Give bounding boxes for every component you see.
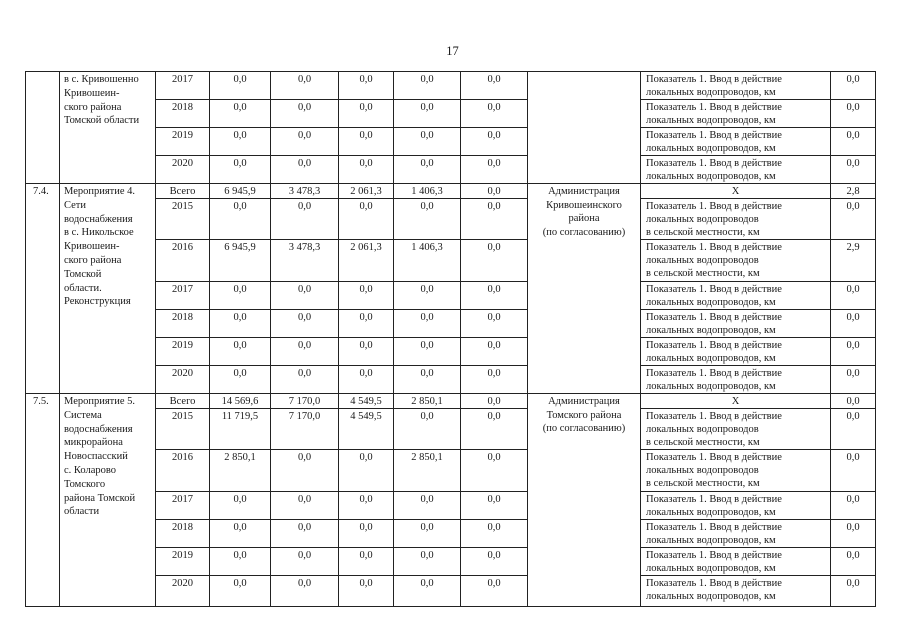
year-cell: 2017 (156, 282, 210, 310)
amount-cell: 0,0 (210, 338, 271, 366)
indicator-cell: Х (641, 394, 831, 409)
amount-cell: 0,0 (271, 366, 339, 394)
indicator-cell: Показатель 1. Ввод в действие локальных водопроводов, км (641, 492, 831, 520)
amount-cell: 0,0 (339, 128, 394, 156)
amount-cell: 0,0 (461, 450, 528, 492)
amount-cell: 0,0 (394, 156, 461, 184)
amount-cell: 0,0 (394, 366, 461, 394)
amount-cell: 0,0 (394, 128, 461, 156)
indicator-value-cell: 0,0 (831, 520, 876, 548)
amount-cell: 0,0 (271, 576, 339, 607)
indicator-cell: Показатель 1. Ввод в действие локальных водопроводов в сельской местности, км (641, 409, 831, 450)
year-cell: 2018 (156, 520, 210, 548)
indicator-cell: Показатель 1. Ввод в действие локальных водопроводов, км (641, 548, 831, 576)
amount-cell: 0,0 (210, 366, 271, 394)
indicator-value-cell: 0,0 (831, 310, 876, 338)
amount-cell: 0,0 (394, 338, 461, 366)
year-cell: 2019 (156, 338, 210, 366)
amount-cell: 0,0 (394, 282, 461, 310)
amount-cell: 0,0 (271, 128, 339, 156)
amount-cell: 0,0 (271, 156, 339, 184)
amount-cell: 0,0 (461, 72, 528, 100)
year-cell: 2018 (156, 100, 210, 128)
indicator-cell: Показатель 1. Ввод в действие локальных водопроводов в сельской местности, км (641, 450, 831, 492)
amount-cell: 0,0 (461, 128, 528, 156)
year-cell: Всего (156, 184, 210, 199)
indicator-value-cell: 0,0 (831, 338, 876, 366)
year-cell: 2016 (156, 240, 210, 282)
amount-cell: 0,0 (339, 282, 394, 310)
amount-cell: 0,0 (271, 338, 339, 366)
amount-cell: 0,0 (339, 199, 394, 240)
responsible-party-cell: Администрация Кривошеинского района (по согласованию) (528, 184, 641, 394)
amount-cell: 1 406,3 (394, 240, 461, 282)
responsible-party-cell: Администрация Томского района (по согласованию) (528, 394, 641, 607)
year-cell: 2018 (156, 310, 210, 338)
table-row (26, 394, 876, 409)
indicator-cell: Показатель 1. Ввод в действие локальных водопроводов, км (641, 338, 831, 366)
amount-cell: 0,0 (394, 310, 461, 338)
amount-cell: 0,0 (210, 548, 271, 576)
amount-cell: 0,0 (271, 310, 339, 338)
amount-cell: 0,0 (461, 366, 528, 394)
amount-cell: 4 549,5 (339, 409, 394, 450)
amount-cell: 0,0 (461, 100, 528, 128)
amount-cell: 0,0 (271, 520, 339, 548)
amount-cell: 0,0 (339, 576, 394, 607)
amount-cell: 0,0 (210, 72, 271, 100)
amount-cell: 0,0 (461, 156, 528, 184)
amount-cell: 7 170,0 (271, 394, 339, 409)
responsible-party-cell (528, 72, 641, 184)
amount-cell: 0,0 (271, 72, 339, 100)
amount-cell: 0,0 (461, 282, 528, 310)
amount-cell: 0,0 (339, 156, 394, 184)
amount-cell: 0,0 (210, 492, 271, 520)
item-name-cell: в с. Кривошенно Кривошеин- ского района Томской области (60, 72, 156, 184)
amount-cell: 0,0 (394, 576, 461, 607)
amount-cell: 2 850,1 (394, 394, 461, 409)
amount-cell: 6 945,9 (210, 240, 271, 282)
year-cell: 2015 (156, 409, 210, 450)
amount-cell: 0,0 (394, 100, 461, 128)
amount-cell: 1 406,3 (394, 184, 461, 199)
amount-cell: 0,0 (461, 310, 528, 338)
item-name-cell: Мероприятие 4. Сети водоснабжения в с. Никольское Кривошеин- ского района Томской области. Реконструкция (60, 184, 156, 394)
amount-cell: 0,0 (271, 199, 339, 240)
amount-cell: 0,0 (210, 128, 271, 156)
amount-cell: 0,0 (339, 450, 394, 492)
amount-cell: 0,0 (271, 282, 339, 310)
amount-cell: 0,0 (210, 156, 271, 184)
amount-cell: 0,0 (210, 282, 271, 310)
table-body (26, 72, 876, 607)
table-row (26, 184, 876, 199)
indicator-value-cell: 0,0 (831, 394, 876, 409)
year-cell: 2015 (156, 199, 210, 240)
amount-cell: 2 061,3 (339, 240, 394, 282)
amount-cell: 0,0 (394, 409, 461, 450)
amount-cell: 0,0 (461, 576, 528, 607)
amount-cell: 3 478,3 (271, 184, 339, 199)
indicator-cell: Показатель 1. Ввод в действие локальных водопроводов, км (641, 576, 831, 607)
amount-cell: 0,0 (394, 492, 461, 520)
amount-cell: 0,0 (210, 100, 271, 128)
item-number-cell: 7.5. (26, 394, 60, 607)
year-cell: Всего (156, 394, 210, 409)
amount-cell: 0,0 (461, 409, 528, 450)
indicator-value-cell: 0,0 (831, 450, 876, 492)
indicator-cell: Показатель 1. Ввод в действие локальных водопроводов, км (641, 310, 831, 338)
amount-cell: 6 945,9 (210, 184, 271, 199)
year-cell: 2017 (156, 72, 210, 100)
amount-cell: 2 850,1 (210, 450, 271, 492)
item-name-cell: Мероприятие 5. Система водоснабжения микрорайона Новоспасский с. Коларово Томского района Томской области (60, 394, 156, 607)
year-cell: 2016 (156, 450, 210, 492)
amount-cell: 4 549,5 (339, 394, 394, 409)
amount-cell: 0,0 (394, 72, 461, 100)
page-number: 17 (446, 44, 459, 58)
amount-cell: 0,0 (339, 72, 394, 100)
indicator-value-cell: 0,0 (831, 409, 876, 450)
amount-cell: 3 478,3 (271, 240, 339, 282)
amount-cell: 0,0 (339, 310, 394, 338)
amount-cell: 0,0 (339, 366, 394, 394)
indicator-value-cell: 0,0 (831, 72, 876, 100)
year-cell: 2020 (156, 156, 210, 184)
indicator-value-cell: 2,8 (831, 184, 876, 199)
amount-cell: 0,0 (461, 394, 528, 409)
amount-cell: 0,0 (210, 310, 271, 338)
program-table (25, 71, 876, 607)
indicator-value-cell: 0,0 (831, 492, 876, 520)
indicator-value-cell: 0,0 (831, 100, 876, 128)
amount-cell: 0,0 (461, 520, 528, 548)
amount-cell: 0,0 (394, 199, 461, 240)
amount-cell: 0,0 (339, 100, 394, 128)
indicator-value-cell: 0,0 (831, 282, 876, 310)
year-cell: 2020 (156, 366, 210, 394)
amount-cell: 14 569,6 (210, 394, 271, 409)
amount-cell: 0,0 (271, 492, 339, 520)
amount-cell: 0,0 (271, 548, 339, 576)
table-row (26, 72, 876, 100)
amount-cell: 11 719,5 (210, 409, 271, 450)
year-cell: 2019 (156, 128, 210, 156)
amount-cell: 0,0 (271, 100, 339, 128)
item-number-cell (26, 72, 60, 184)
indicator-value-cell: 0,0 (831, 576, 876, 607)
indicator-cell: Показатель 1. Ввод в действие локальных водопроводов, км (641, 128, 831, 156)
amount-cell: 0,0 (339, 548, 394, 576)
amount-cell: 2 850,1 (394, 450, 461, 492)
indicator-cell: Показатель 1. Ввод в действие локальных водопроводов, км (641, 520, 831, 548)
item-number-cell: 7.4. (26, 184, 60, 394)
amount-cell: 0,0 (461, 338, 528, 366)
indicator-cell: Показатель 1. Ввод в действие локальных водопроводов, км (641, 366, 831, 394)
amount-cell: 0,0 (339, 338, 394, 366)
amount-cell: 0,0 (461, 548, 528, 576)
indicator-cell: Показатель 1. Ввод в действие локальных водопроводов, км (641, 282, 831, 310)
indicator-cell: Показатель 1. Ввод в действие локальных водопроводов, км (641, 72, 831, 100)
amount-cell: 0,0 (339, 520, 394, 548)
amount-cell: 0,0 (461, 199, 528, 240)
indicator-value-cell: 0,0 (831, 156, 876, 184)
year-cell: 2019 (156, 548, 210, 576)
amount-cell: 0,0 (394, 520, 461, 548)
indicator-cell: Показатель 1. Ввод в действие локальных водопроводов в сельской местности, км (641, 199, 831, 240)
indicator-value-cell: 0,0 (831, 366, 876, 394)
amount-cell: 0,0 (210, 576, 271, 607)
year-cell: 2020 (156, 576, 210, 607)
indicator-value-cell: 0,0 (831, 199, 876, 240)
year-cell: 2017 (156, 492, 210, 520)
indicator-cell: Показатель 1. Ввод в действие локальных водопроводов в сельской местности, км (641, 240, 831, 282)
amount-cell: 0,0 (461, 240, 528, 282)
indicator-cell: Показатель 1. Ввод в действие локальных водопроводов, км (641, 156, 831, 184)
amount-cell: 7 170,0 (271, 409, 339, 450)
amount-cell: 0,0 (210, 199, 271, 240)
indicator-value-cell: 2,9 (831, 240, 876, 282)
indicator-cell: Х (641, 184, 831, 199)
amount-cell: 0,0 (461, 492, 528, 520)
indicator-value-cell: 0,0 (831, 128, 876, 156)
indicator-value-cell: 0,0 (831, 548, 876, 576)
amount-cell: 0,0 (271, 450, 339, 492)
amount-cell: 0,0 (210, 520, 271, 548)
indicator-cell: Показатель 1. Ввод в действие локальных водопроводов, км (641, 100, 831, 128)
amount-cell: 2 061,3 (339, 184, 394, 199)
amount-cell: 0,0 (461, 184, 528, 199)
amount-cell: 0,0 (394, 548, 461, 576)
amount-cell: 0,0 (339, 492, 394, 520)
